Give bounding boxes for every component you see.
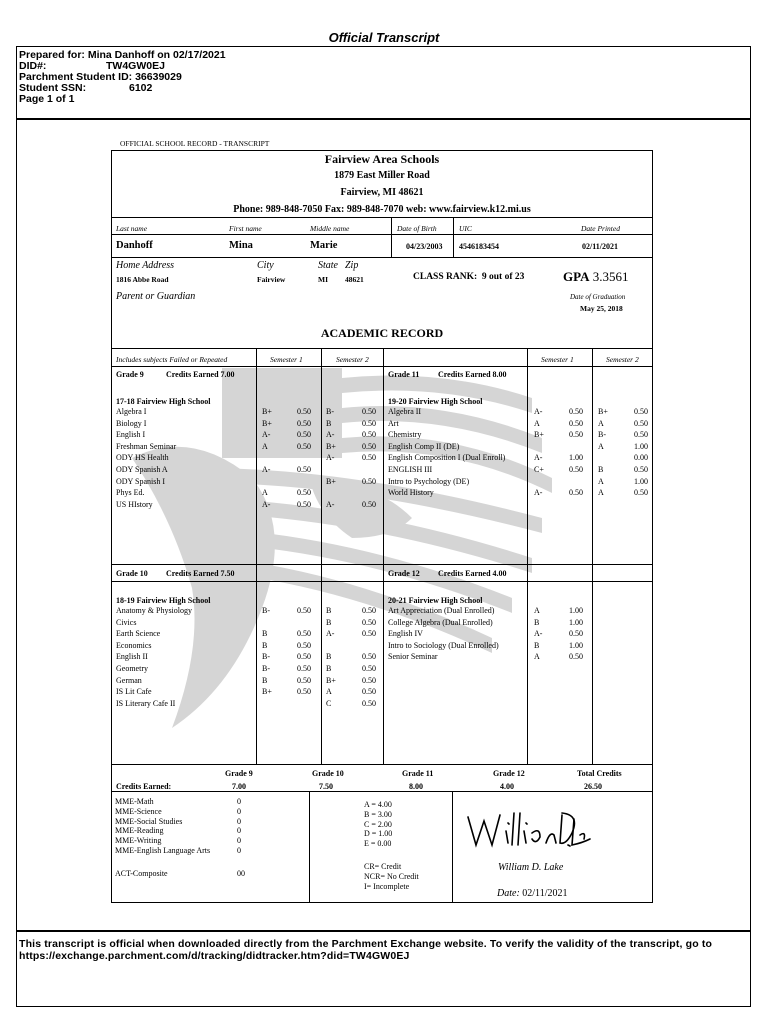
course-name: Biology I — [116, 418, 147, 428]
divider — [321, 349, 322, 764]
divider — [111, 234, 653, 235]
summary-header: Grade 10 — [312, 769, 344, 778]
summary-value: 7.00 — [232, 782, 246, 791]
transcript-header — [19, 50, 226, 105]
sem1-credits: 0.50 — [297, 652, 311, 662]
sem2-grade: B+ — [326, 476, 336, 486]
sem1-grade: B+ — [262, 418, 272, 428]
sem1-grade: B — [534, 617, 540, 627]
divider — [309, 792, 310, 903]
sem1-credits: 0.50 — [569, 430, 583, 440]
sem1-credits: 0.50 — [297, 687, 311, 697]
sem2-grade: A- — [326, 629, 335, 639]
sem2-grade: A — [598, 488, 604, 498]
footer-divider — [16, 930, 751, 932]
sem2-credits: 0.50 — [362, 441, 376, 451]
middle-name-label: Middle name — [310, 224, 350, 233]
sem2-credits: 0.50 — [362, 430, 376, 440]
course-name: ENGLISH III — [388, 465, 433, 474]
parchment-student-id: Parchment Student ID: 36639029 — [19, 71, 182, 83]
sem1-grade: B- — [262, 606, 270, 615]
test-name: MME-Social Studies — [115, 816, 183, 826]
course-name: English Composition I (Dual Enroll) — [388, 453, 506, 463]
grade-label: Grade 10 — [116, 569, 148, 578]
guardian-label: Parent or Guardian — [116, 291, 196, 302]
did-value: TW4GW0EJ — [106, 60, 165, 72]
sem2-credits: 0.50 — [634, 465, 648, 474]
summary-value: 4.00 — [500, 782, 514, 791]
zip: 48621 — [345, 275, 364, 284]
sem1-credits: 0.50 — [569, 418, 583, 428]
sem2-grade: B — [326, 664, 332, 673]
sem1-credits: 0.50 — [569, 488, 583, 498]
sem2-credits: 0.50 — [362, 629, 376, 639]
sem2-credits: 0.50 — [362, 664, 376, 673]
semester1-header: Semester 1 — [270, 355, 303, 364]
act-name: ACT-Composite — [115, 869, 168, 878]
sem1-grade: A — [262, 488, 268, 498]
sem1-grade: B+ — [262, 687, 272, 697]
prepared-for: Prepared for: Mina Danhoff on 02/17/2021 — [19, 49, 226, 61]
sem2-grade: B+ — [598, 407, 608, 416]
home-address: 1816 Abbe Road — [116, 275, 169, 284]
sem2-grade: B — [326, 418, 332, 428]
course-name: Freshman Seminar — [116, 441, 177, 451]
credits-earned: Credits Earned 7.50 — [166, 569, 235, 578]
course-name: English II — [116, 652, 148, 662]
divider — [391, 218, 392, 258]
summary-header: Grade 12 — [493, 769, 525, 778]
sem1-credits: 0.50 — [297, 430, 311, 440]
course-name: IS Literary Cafe II — [116, 698, 176, 708]
divider — [111, 366, 653, 367]
sem2-grade: A- — [326, 430, 335, 440]
summary-value: 7.50 — [319, 782, 333, 791]
sem1-grade: A- — [534, 407, 543, 416]
summary-value: 8.00 — [409, 782, 423, 791]
sem2-credits: 0.50 — [362, 407, 376, 416]
test-name: MME-Science — [115, 806, 162, 816]
test-name: MME-Math — [115, 797, 154, 806]
divider — [111, 581, 653, 582]
header-divider — [16, 118, 751, 120]
school-year: 19-20 Fairview High School — [388, 397, 483, 406]
credits-earned-label: Credits Earned: — [116, 782, 172, 791]
school-year: 17-18 Fairview High School — [116, 397, 211, 406]
school-city: Fairview, MI 48621 — [340, 187, 424, 198]
course-name: Art Appreciation (Dual Enrolled) — [388, 606, 495, 615]
sem1-credits: 1.00 — [569, 606, 583, 615]
date-printed: 02/11/2021 — [582, 242, 619, 251]
semester1-header: Semester 1 — [541, 355, 574, 364]
sem2-credits: 0.50 — [634, 418, 648, 428]
course-name: ODY HS Health — [116, 453, 169, 463]
credits-earned: Credits Earned 7.00 — [166, 370, 235, 379]
scale-item: E = 0.00 — [364, 839, 392, 849]
test-score: 0 — [237, 836, 241, 846]
sem2-grade: A — [326, 687, 332, 697]
uic-label: UIC — [459, 224, 472, 233]
sem2-credits: 0.50 — [362, 453, 376, 463]
state-label: State — [318, 260, 338, 271]
sem1-credits: 0.50 — [297, 664, 311, 673]
divider — [527, 349, 528, 764]
sem1-credits: 0.50 — [297, 418, 311, 428]
sem1-grade: A- — [534, 488, 543, 498]
divider — [256, 349, 257, 764]
sem1-credits: 0.50 — [297, 606, 311, 615]
summary-header: Grade 9 — [225, 769, 253, 778]
sem1-credits: 0.50 — [569, 652, 583, 662]
sem1-grade: B- — [262, 664, 270, 673]
zip-label: Zip — [345, 260, 359, 271]
test-name: MME-Writing — [115, 836, 162, 846]
verification-note: This transcript is official when downloaded directly from the Parchment Exchange website. To verify the validity of the transcript, go to https://exchange.parchment.com/d/tracking/didtracker.htm?did=TW4GW0EJ — [19, 938, 713, 962]
school-name: Fairview Area Schools — [324, 152, 440, 166]
gpa-label: GPA — [563, 269, 590, 284]
sem1-credits: 0.50 — [297, 640, 311, 650]
sem2-credits: 0.50 — [362, 418, 376, 428]
course-name: English IV — [388, 629, 423, 639]
divider — [111, 764, 653, 765]
sem1-credits: 0.50 — [297, 675, 311, 685]
sem2-grade: A — [598, 476, 604, 486]
sem1-grade: B+ — [262, 407, 272, 416]
sem1-grade: B — [262, 640, 268, 650]
sem1-grade: A — [534, 418, 540, 428]
course-name: US HIstory — [116, 499, 153, 509]
sem2-grade: B- — [326, 407, 334, 416]
scale-item: A = 4.00 — [364, 800, 392, 809]
test-name: MME-English Language Arts — [115, 846, 211, 855]
sem2-grade: A — [598, 418, 604, 428]
academic-record-heading: ACADEMIC RECORD — [320, 326, 444, 340]
grade-label: Grade 9 — [116, 370, 144, 379]
sem2-credits: 0.50 — [634, 407, 648, 416]
divider — [111, 257, 653, 258]
divider — [111, 564, 653, 565]
sem1-credits: 0.50 — [569, 407, 583, 416]
did-label: DID#: — [19, 60, 47, 72]
sem2-credits: 0.50 — [362, 652, 376, 662]
test-name: MME-Reading — [115, 826, 164, 836]
course-name: World History — [388, 488, 434, 498]
divider — [111, 348, 653, 349]
graduation-label: Date of Graduation — [570, 293, 626, 301]
credits-earned: Credits Earned 8.00 — [438, 370, 507, 379]
school-year: 20-21 Fairview High School — [388, 596, 483, 605]
last-name: Danhoff — [116, 240, 153, 251]
sem1-grade: C+ — [534, 465, 544, 474]
dob-label: Date of Birth — [397, 224, 437, 233]
sem1-grade: B — [262, 675, 268, 685]
divider — [453, 218, 454, 258]
first-name: Mina — [229, 240, 253, 251]
code-item: NCR= No Credit — [364, 872, 419, 881]
sem2-credits: 1.00 — [634, 476, 648, 486]
grade-label: Grade 11 — [388, 370, 420, 379]
course-name: Economics — [116, 640, 152, 650]
course-name: College Algebra (Dual Enrolled) — [388, 617, 493, 627]
uic: 4546183454 — [459, 242, 499, 251]
act-score: 00 — [237, 869, 245, 878]
date-printed-label: Date Printed — [581, 224, 620, 233]
sem1-grade: B+ — [534, 430, 544, 440]
page-number: Page 1 of 1 — [19, 93, 75, 105]
grade-label: Grade 12 — [388, 569, 420, 578]
summary-header: Total Credits — [577, 769, 622, 778]
sem2-grade: B — [326, 617, 332, 627]
sem1-credits: 1.00 — [569, 617, 583, 627]
course-name: Phys Ed. — [116, 488, 145, 498]
sem1-credits: 1.00 — [569, 453, 583, 463]
test-score: 0 — [237, 797, 241, 806]
scale-item: D = 1.00 — [364, 829, 393, 839]
code-item: CR= Credit — [364, 862, 402, 871]
course-name: Algebra I — [116, 407, 147, 416]
sem1-grade: B — [534, 640, 540, 650]
course-name: English I — [116, 430, 146, 440]
ssn-value: 6102 — [129, 82, 153, 94]
sem2-grade: B+ — [326, 675, 336, 685]
sem1-credits: 0.50 — [297, 441, 311, 451]
sem1-credits: 0.50 — [569, 629, 583, 639]
middle-name: Marie — [310, 240, 338, 251]
divider — [111, 217, 653, 218]
sem2-credits: 0.50 — [362, 698, 376, 708]
signature-name: William D. Lake — [498, 862, 564, 873]
school-contact: Phone: 989-848-7050 Fax: 989-848-7070 web: www.fairview.k12.mi.us — [233, 204, 531, 215]
date-label: Date: — [497, 888, 520, 899]
course-name: English Comp II (DE) — [388, 441, 460, 451]
course-name: Geometry — [116, 664, 148, 673]
divider — [111, 791, 653, 792]
scale-item: C = 2.00 — [364, 819, 392, 829]
course-name: Chemistry — [388, 430, 422, 440]
sem1-credits: 0.50 — [297, 488, 311, 498]
sem2-credits: 0.50 — [634, 430, 648, 440]
class-rank: CLASS RANK: 9 out of 23 — [413, 272, 525, 282]
sem2-grade: A- — [326, 499, 335, 509]
sem1-grade: A- — [262, 430, 271, 440]
document-title: Official Transcript — [328, 30, 440, 45]
school-year: 18-19 Fairview High School — [116, 596, 211, 605]
divider — [383, 349, 384, 764]
sem2-grade: C — [326, 698, 332, 708]
signature-icon — [462, 805, 592, 855]
test-score: 0 — [237, 816, 241, 826]
sem2-credits: 0.50 — [362, 687, 376, 697]
sem1-credits: 0.50 — [297, 629, 311, 639]
course-name: Intro to Psychology (DE) — [388, 476, 470, 486]
sem2-credits: 0.50 — [362, 617, 376, 627]
course-name: German — [116, 675, 142, 685]
sem1-grade: B — [262, 629, 268, 639]
course-name: Intro to Sociology (Dual Enrolled) — [388, 640, 499, 650]
code-item: I= Incomplete — [364, 882, 410, 891]
test-score: 0 — [237, 826, 241, 836]
sem1-grade: A- — [262, 499, 271, 509]
date-value: 02/11/2021 — [522, 888, 568, 899]
state: MI — [318, 275, 328, 284]
sem2-credits: 0.50 — [362, 675, 376, 685]
sem1-credits: 0.50 — [569, 465, 583, 474]
gpa-value: 3.3561 — [592, 269, 629, 284]
summary-header: Grade 11 — [402, 769, 434, 778]
semester2-header: Semester 2 — [606, 355, 639, 364]
sem1-grade: A- — [262, 465, 271, 474]
last-name-label: Last name — [116, 224, 148, 233]
sem2-credits: 0.00 — [634, 453, 648, 463]
sem2-grade: B — [326, 606, 332, 615]
sem2-grade: B- — [598, 430, 606, 440]
course-name: Senior Seminar — [388, 652, 438, 662]
sem2-grade: A — [598, 441, 604, 451]
sem1-grade: A- — [534, 629, 543, 639]
credits-earned: Credits Earned 4.00 — [438, 569, 507, 578]
course-name: Art — [388, 418, 399, 428]
course-name: ODY Spanish I — [116, 476, 166, 486]
school-street: 1879 East Miller Road — [334, 170, 430, 181]
first-name-label: First name — [229, 224, 262, 233]
sem1-grade: A- — [534, 453, 543, 463]
divider — [592, 349, 593, 764]
sem1-grade: A — [534, 606, 540, 615]
home-address-label: Home Address — [116, 260, 175, 271]
includes-note: Includes subjects Failed or Repeated — [116, 355, 228, 364]
sem2-grade: A- — [326, 453, 335, 463]
sem2-credits: 0.50 — [634, 488, 648, 498]
course-name: Algebra II — [388, 407, 422, 416]
divider — [452, 792, 453, 903]
sem1-credits: 0.50 — [297, 465, 311, 474]
test-score: 0 — [237, 846, 241, 855]
sem1-credits: 0.50 — [297, 407, 311, 416]
sem2-grade: B — [598, 465, 604, 474]
course-name: Anatomy & Physiology — [116, 606, 193, 615]
sem2-credits: 0.50 — [362, 606, 376, 615]
semester2-header: Semester 2 — [336, 355, 369, 364]
course-name: Civics — [116, 617, 137, 627]
sem2-grade: B — [326, 652, 332, 662]
city: Fairview — [257, 275, 286, 284]
course-name: Earth Science — [116, 629, 161, 639]
sem1-grade: B- — [262, 652, 270, 662]
course-name: ODY Spanish A — [116, 465, 168, 474]
sem2-grade: B+ — [326, 441, 336, 451]
scale-item: B = 3.00 — [364, 809, 392, 819]
sem1-grade: A — [262, 441, 268, 451]
sem1-credits: 1.00 — [569, 640, 583, 650]
course-name: IS Lit Cafe — [116, 687, 152, 697]
dob: 04/23/2003 — [406, 242, 443, 251]
gpa — [563, 269, 628, 285]
graduation-date: May 25, 2018 — [580, 304, 623, 313]
sem1-credits: 0.50 — [297, 499, 311, 509]
summary-value: 26.50 — [584, 782, 602, 791]
sem2-credits: 1.00 — [634, 441, 648, 451]
test-score: 0 — [237, 806, 241, 816]
signature-date — [497, 888, 567, 899]
sem2-credits: 0.50 — [362, 476, 376, 486]
sem2-credits: 0.50 — [362, 499, 376, 509]
record-label: OFFICIAL SCHOOL RECORD - TRANSCRIPT — [120, 139, 270, 148]
city-label: City — [257, 260, 274, 271]
ssn-label: Student SSN: — [19, 82, 87, 94]
sem1-grade: A — [534, 652, 540, 662]
